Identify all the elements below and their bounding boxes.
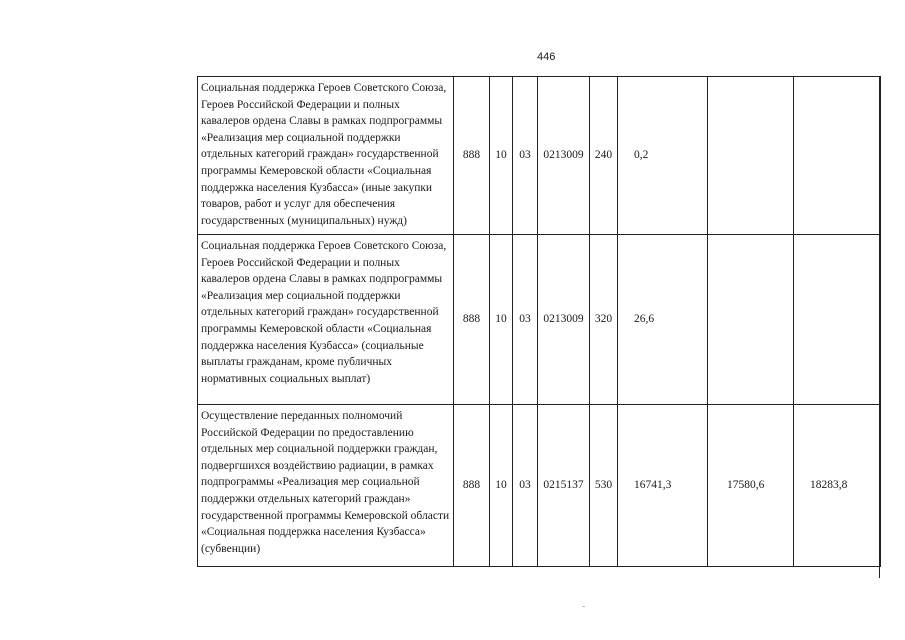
sum-year2: 17580,6 [708, 405, 794, 567]
target-article-code: 0213009 [538, 235, 590, 405]
sum-year3 [794, 77, 881, 235]
table-row [198, 405, 881, 567]
ministry-code: 888 [454, 77, 490, 235]
subsection-code: 03 [513, 405, 538, 567]
target-article-code: 0215137 [538, 405, 590, 567]
row-description: Социальная поддержка Героев Советского Союза, Героев Российской Федерации и полных кавалеров ордена Славы в рамках подпрограммы «Реализация мер социальной поддержки отдельных категорий граждан» государственной программы Кемеровской области «Социальная поддержка населения Кузбасса» (социальные выплаты гражданам, кроме публичных нормативных социальных выплат) [198, 235, 454, 405]
expense-type-code: 530 [590, 405, 618, 567]
table-right-border [879, 76, 880, 578]
page-number: 446 [537, 51, 556, 63]
table-row [198, 235, 881, 405]
sum-year2 [708, 235, 794, 405]
section-code: 10 [490, 77, 513, 235]
sum-year3 [794, 235, 881, 405]
expense-type-code: 320 [590, 235, 618, 405]
subsection-code: 03 [513, 235, 538, 405]
budget-table [197, 76, 881, 567]
subsection-code: 03 [513, 77, 538, 235]
section-code: 10 [490, 235, 513, 405]
ministry-code: 888 [454, 235, 490, 405]
section-code: 10 [490, 405, 513, 567]
ministry-code: 888 [454, 405, 490, 567]
scan-artifact [582, 606, 585, 607]
table-row [198, 77, 881, 235]
expense-type-code: 240 [590, 77, 618, 235]
target-article-code: 0213009 [538, 77, 590, 235]
sum-year3: 18283,8 [794, 405, 881, 567]
sum-year1: 16741,3 [618, 405, 708, 567]
row-description: Осуществление переданных полномочий Российской Федерации по предоставлению отдельных мер социальной поддержки граждан, подвергшихся воздействию радиации, в рамках подпрограммы «Реализация мер социальной поддержки отдельных категорий граждан» государственной программы Кемеровской области «Социальная поддержка населения Кузбасса» (субвенции) [198, 405, 454, 567]
sum-year1: 0,2 [618, 77, 708, 235]
sum-year1: 26,6 [618, 235, 708, 405]
sum-year2 [708, 77, 794, 235]
row-description: Социальная поддержка Героев Советского Союза, Героев Российской Федерации и полных кавалеров ордена Славы в рамках подпрограммы «Реализация мер социальной поддержки отдельных категорий граждан» государственной программы Кемеровской области «Социальная поддержка населения Кузбасса» (иные закупки товаров, работ и услуг для обеспечения государственных (муниципальных) нужд) [198, 77, 454, 235]
